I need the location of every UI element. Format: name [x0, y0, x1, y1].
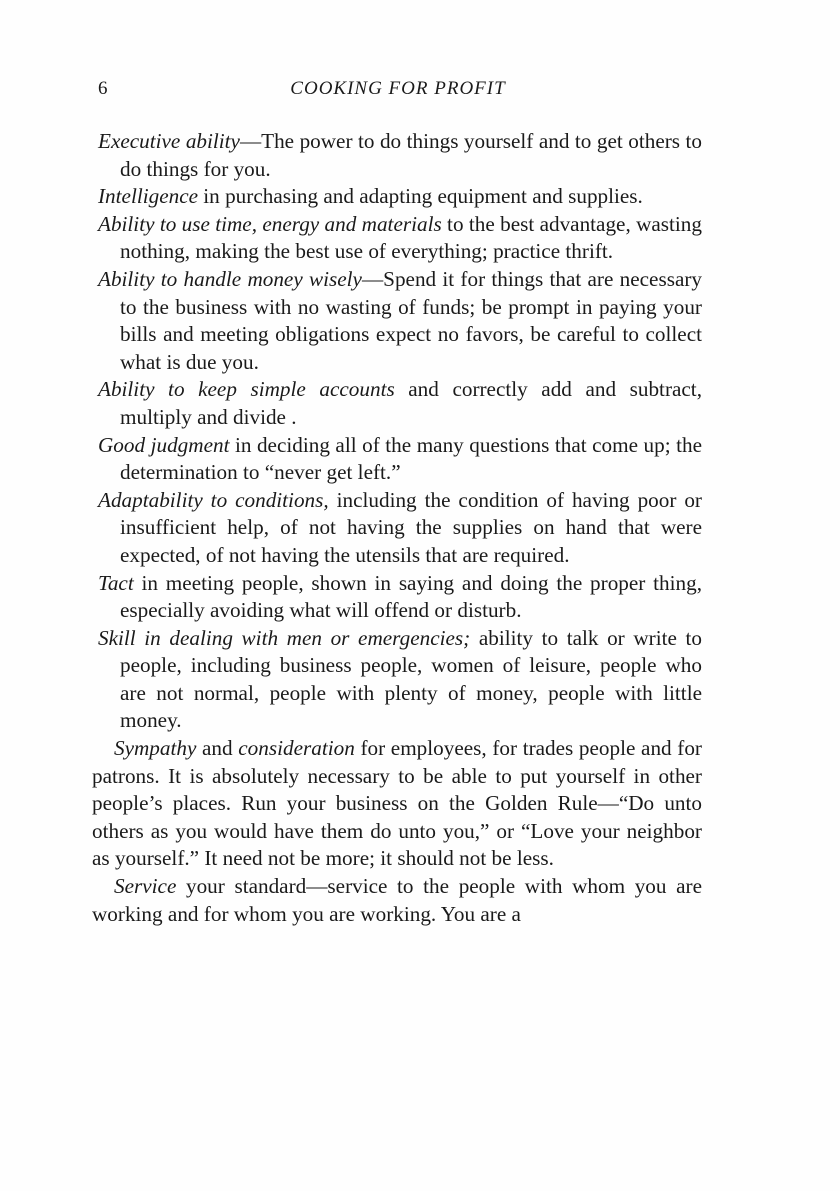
entry-intelligence	[98, 183, 702, 211]
paragraph-term: Service	[114, 874, 177, 899]
entry-adaptability	[98, 487, 702, 570]
entry-executive-ability	[98, 128, 702, 183]
entry-text: ability to talk or write to people, including business people, women of leisure, people who are not normal, people with plenty of money, people with little money.	[120, 625, 702, 733]
entry-term: Executive ability	[98, 129, 240, 153]
body-text	[92, 128, 702, 928]
paragraph-term: Sympathy	[114, 736, 197, 761]
entry-text: in deciding all of the many questions that come up; the determination to “never get left.”	[120, 432, 702, 485]
paragraph-text: and	[196, 736, 239, 761]
running-head	[96, 78, 700, 104]
page-number: 6	[98, 78, 108, 99]
entry-term: Intelligence	[98, 184, 198, 209]
entry-term: Good judgment	[98, 432, 230, 457]
entry-term: Adaptability to conditions,	[98, 487, 329, 512]
entry-text: and correctly add and subtract, multiply and divide .	[120, 377, 702, 429]
entry-term: Tact	[98, 570, 134, 595]
paragraph-text: for employees, for trades people and for patrons. It is absolutely necessary to be able to put yourself in other people’s places. Run your business on the Golden Rule—“Do unto others as you would have them do unto you,” or “Love your neighbor as yourself.” It need not be more; it should not be less.	[92, 736, 702, 871]
running-title: COOKING FOR PROFIT	[290, 78, 506, 99]
entry-text: including the condition of having poor or insufficient help, of not having the supplies on hand that were expected, of not having the utensils that are required.	[120, 487, 702, 567]
paragraph-sympathy	[92, 735, 702, 873]
entry-good-judgment	[98, 432, 702, 487]
paragraph-service	[92, 873, 702, 928]
entry-text: —The power to do things yourself and to get others to do things for you.	[120, 129, 702, 181]
entry-tact	[98, 570, 702, 625]
paragraph-term: consideration	[238, 736, 355, 761]
entry-term: Ability to keep simple accounts	[98, 377, 395, 402]
entry-text: in purchasing and adapting equipment and supplies.	[198, 184, 643, 209]
entry-ability-accounts	[98, 376, 702, 431]
entry-term: Skill in dealing with men or emergencies;	[98, 625, 471, 650]
entry-ability-money	[98, 266, 702, 376]
entry-term: Ability to handle money wisely	[98, 266, 362, 291]
entry-skill	[98, 625, 702, 735]
entry-ability-time	[98, 211, 702, 266]
entry-text: to the best advantage, wasting nothing, making the best use of everything; practice thrift.	[120, 211, 702, 264]
entry-text: —Spend it for things that are necessary to the business with no wasting of funds; be prompt in paying your bills and meeting obligations expect no favors, be careful to collect what is due you.	[120, 266, 702, 374]
entry-text: in meeting people, shown in saying and doing the proper thing, especially avoiding what will offend or disturb.	[120, 570, 702, 623]
entry-term: Ability to use time, energy and materials	[98, 211, 442, 236]
paragraph-text: your standard—service to the people with whom you are working and for whom you are working. You are a	[92, 874, 702, 926]
